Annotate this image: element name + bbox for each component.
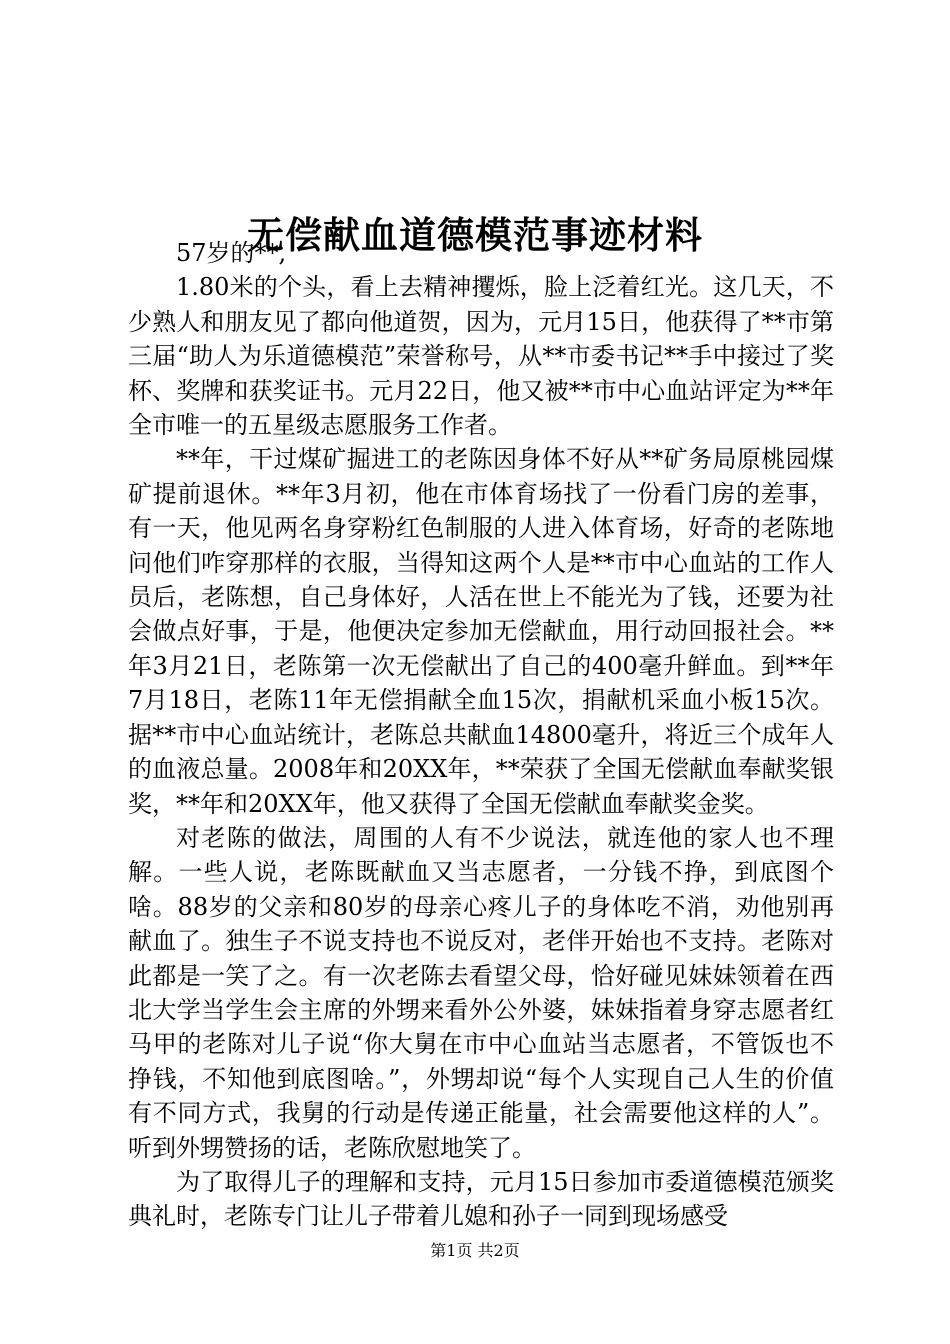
document-title: 无偿献血道德模范事迹材料 xyxy=(247,212,703,257)
paragraph: **年，干过煤矿掘进工的老陈因身体不好从**矿务局原桃园煤矿提前退休。**年3月初，他在市体育场找了一份看门房的差事，有一天，他见两名身穿粉红色制服的人进入体育场，好奇的老陈地问他们咋穿那样的衣服，当得知这两个人是**市中心血站的工作人员后，老陈想，自己身体好，人活在世上不能光为了钱，还要为社会做点好事，于是，他便决定参加无偿献血，用行动回报社会。**年3月21日，老陈第一次无偿献出了自己的400毫升鲜血。到**年7月18日，老陈11年无偿捐献全血15次，捐献机采血小板15次。据**市中心血站统计，老陈总共献血14800毫升，将近三个成年人的血液总量。2008年和20XX年，**荣获了全国无偿献血奉献奖银奖，**年和20XX年，他又获得了全国无偿献血奉献奖金奖。 xyxy=(128,445,834,818)
paragraph: 1.80米的个头，看上去精神攫烁，脸上泛着红光。这几天，不少熟人和朋友见了都向他道贺，因为，元月15日，他获得了**市第三届“助人为乐道德模范”荣誉称号，从**市委书记**手中接过了奖杯、奖牌和获奖证书。元月22日，他又被**市中心血站评定为**年全市唯一的五星级志愿服务工作者。 xyxy=(128,273,834,440)
paragraph: 对老陈的做法，周围的人有不少说法，就连他的家人也不理解。一些人说，老陈既献血又当志愿者，一分钱不挣，到底图个啥。88岁的父亲和80岁的母亲心疼儿子的身体吃不消，劝他别再献血了。独生子不说支持也不说反对，老伴开始也不支持。老陈对此都是一笑了之。有一次老陈去看望父母，恰好碰见妹妹领着在西北大学当学生会主席的外甥来看外公外婆，妹妹指着身穿志愿者红马甲的老陈对儿子说“你大舅在市中心血站当志愿者，不管饭也不挣钱，不知他到底图啥。”，外甥却说“每个人实现自己人生的价值有不同方式，我舅的行动是传递正能量，社会需要他这样的人”。听到外甥赞扬的话，老陈欣慰地笑了。 xyxy=(128,823,834,1162)
paragraph: 57岁的**, xyxy=(176,239,287,267)
document-body xyxy=(128,236,834,1234)
paragraph: 为了取得儿子的理解和支持，元月15日参加市委道德模范颁奖典礼时，老陈专门让儿子带着儿媳和孙子一同到现场感受 xyxy=(128,1167,834,1231)
page-footer: 第1页 共2页 xyxy=(430,1241,520,1260)
